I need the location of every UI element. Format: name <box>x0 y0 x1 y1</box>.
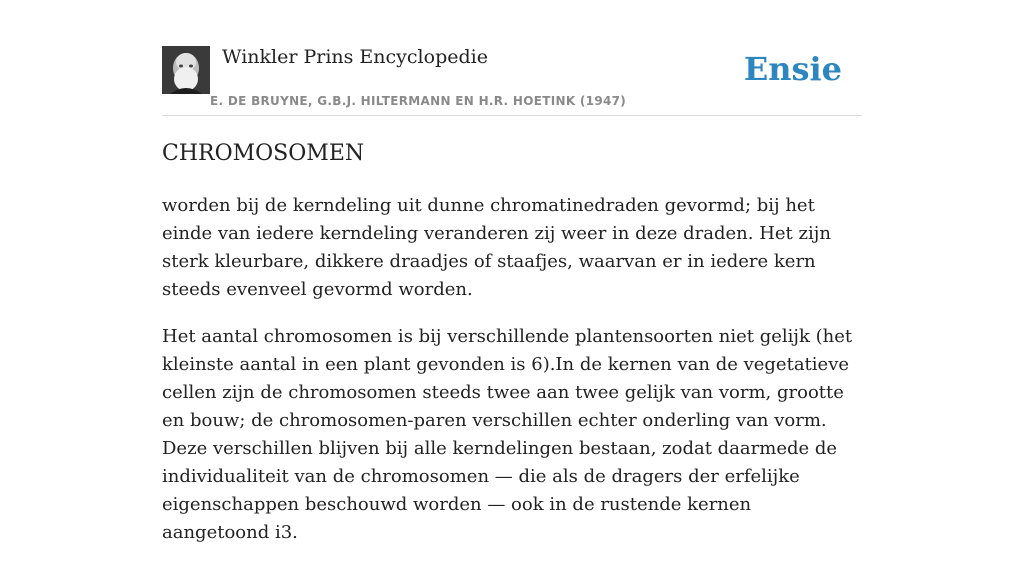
entry-title: CHROMOSOMEN <box>162 141 365 166</box>
ensie-logo-link[interactable]: Ensie <box>743 50 842 88</box>
author-avatar[interactable] <box>162 46 210 94</box>
header <box>162 0 862 116</box>
entry-body <box>162 192 862 566</box>
entry-paragraph: Het aantal chromosomen is bij verschillende plantensoorten niet gelijk (het kleinste aantal in een plant gevonden is 6).In de kernen van de vegetatieve cellen zijn de chromosomen steeds twee aan twee gelijk van vorm, grootte en bouw; de chromosomen-paren verschillen echter onderling van vorm. Deze verschillen blijven bij alle kerndelingen bestaan, zodat daarmede de individualiteit van de chromosomen — die als de dragers der erfelijke eigenschappen beschouwd worden — ook in de rustende kernen aangetoond i3. <box>162 326 853 543</box>
book-title-link[interactable]: Winkler Prins Encyclopedie <box>222 46 488 68</box>
entry-paragraph: worden bij de kerndeling uit dunne chromatinedraden gevormd; bij het einde van iedere kerndeling veranderen zij weer in deze draden. Het zijn sterk kleurbare, dikkere draadjes of staafjes, waarvan er in iedere kern steeds evenveel gevormd worden. <box>162 195 831 300</box>
book-authors: E. DE BRUYNE, G.B.J. HILTERMANN EN H.R. HOETINK (1947) <box>210 94 627 108</box>
content-container <box>162 0 862 543</box>
avatar-portrait-icon <box>162 46 210 94</box>
